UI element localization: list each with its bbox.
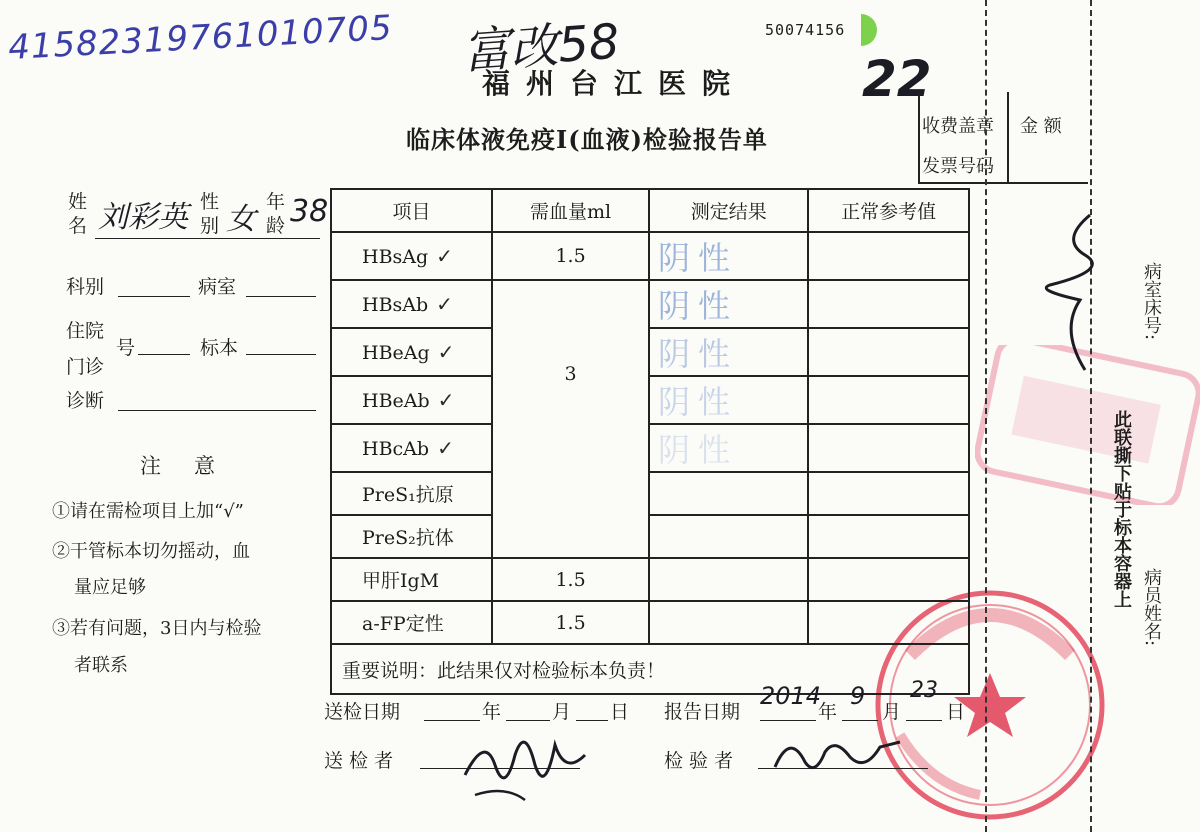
item-name: HBsAb — [362, 294, 429, 316]
note-item-3-cont: 者联系 — [74, 655, 128, 676]
table-row — [331, 472, 969, 515]
report-year-value: 2014 — [760, 682, 822, 710]
important-note: 重要说明：此结果仅对检验标本负责！ — [331, 644, 969, 694]
patient-name-value: 刘彩英 — [98, 200, 188, 235]
outpatient-label: 门诊 — [66, 356, 105, 378]
tester-label: 检 验 者 — [664, 750, 734, 772]
reference-cell — [808, 601, 969, 644]
result-cell — [649, 515, 808, 558]
check-mark-icon: ✓ — [436, 244, 453, 268]
result-cell — [649, 558, 808, 601]
reference-cell — [808, 376, 969, 424]
report-date-label: 报告日期 — [664, 701, 741, 723]
send-day-label: 日 — [610, 701, 630, 723]
note-item-3: ③若有问题，3日内与检验 — [52, 618, 262, 639]
merged-volume-cell: 3 — [492, 280, 649, 558]
item-name: HBcAb — [362, 438, 430, 460]
header-volume: 需血量ml — [492, 189, 649, 232]
report-day-label: 日 — [946, 701, 966, 723]
department-label: 科别 — [66, 276, 105, 298]
diagnosis-label: 诊断 — [66, 390, 105, 412]
header-result: 测定结果 — [649, 189, 808, 232]
send-year-label: 年 — [482, 701, 502, 723]
result-cell: 阴性 — [649, 280, 808, 328]
table-row — [331, 376, 969, 424]
reference-cell — [808, 472, 969, 515]
item-name: HBsAg — [362, 246, 429, 268]
fee-stamp-label: 收费盖章 — [922, 116, 994, 137]
side-patient-name-label: 病员姓名: — [1141, 568, 1162, 647]
item-name: PreS₂抗体 — [362, 527, 454, 549]
result-cell: 阴性 — [649, 232, 808, 280]
table-row — [331, 280, 969, 328]
tear-line-right — [1090, 0, 1092, 832]
name-label: 姓 名 — [68, 191, 88, 237]
reference-cell — [808, 280, 969, 328]
specimen-underline — [246, 354, 316, 355]
table-row — [331, 558, 969, 601]
check-mark-icon: ✓ — [437, 388, 455, 412]
green-marker-dot — [855, 12, 885, 48]
sex-value: 女 — [226, 202, 256, 237]
item-name: HBeAb — [362, 390, 430, 412]
fee-box-divider — [1007, 92, 1009, 182]
table-row — [331, 515, 969, 558]
report-year-underline — [760, 720, 816, 721]
item-name: a-FP定性 — [362, 613, 444, 635]
table-header-row — [331, 189, 969, 232]
result-cell — [649, 601, 808, 644]
send-month-label: 月 — [552, 701, 572, 723]
item-name: 甲肝IgM — [362, 570, 440, 592]
report-month-underline — [842, 720, 878, 721]
volume-cell: 1.5 — [492, 558, 649, 601]
invoice-number-label: 发票号码 — [922, 156, 994, 177]
result-cell — [649, 472, 808, 515]
sender-signature — [455, 715, 595, 810]
note-item-2: ②干管标本切勿摇动，血 — [52, 541, 250, 562]
tear-line-left — [985, 0, 987, 832]
notes-heading: 注 意 — [140, 454, 221, 478]
specimen-label: 标本 — [200, 337, 239, 359]
ward-underline — [246, 296, 316, 297]
side-instruction: 此联撕下贴于标本容器上 — [1111, 410, 1132, 608]
test-items-table — [330, 188, 970, 695]
reference-cell — [808, 558, 969, 601]
report-year-label: 年 — [818, 701, 838, 723]
reference-cell — [808, 328, 969, 376]
result-cell: 阴性 — [649, 424, 808, 472]
result-cell: 阴性 — [649, 376, 808, 424]
table-row — [331, 601, 969, 644]
amount-label: 金 额 — [1020, 116, 1062, 137]
number-underline — [138, 354, 190, 355]
volume-cell: 1.5 — [492, 601, 649, 644]
name-underline — [95, 238, 320, 239]
reference-cell — [808, 232, 969, 280]
check-mark-icon: ✓ — [436, 292, 453, 316]
inpatient-label: 住院 — [66, 320, 105, 342]
tester-signature — [770, 722, 910, 782]
reference-cell — [808, 424, 969, 472]
item-name: HBeAg — [362, 342, 430, 364]
important-note-row — [331, 644, 969, 694]
result-cell: 阴性 — [649, 328, 808, 376]
handwritten-id-number: 41582319761010705 — [7, 7, 394, 69]
table-row — [331, 424, 969, 472]
header-reference: 正常参考值 — [808, 189, 969, 232]
table-row — [331, 328, 969, 376]
volume-cell: 1.5 — [492, 232, 649, 280]
check-mark-icon: ✓ — [437, 436, 454, 460]
sex-label: 性 别 — [200, 191, 220, 237]
handwritten-room-number: 22 — [862, 50, 932, 108]
note-item-1: ①请在需检项目上加“√” — [52, 501, 244, 522]
hospital-name: 福州台江医院 — [482, 67, 747, 100]
item-name: PreS₁抗原 — [362, 484, 454, 506]
age-label: 年 龄 — [266, 191, 286, 237]
sender-label: 送 检 者 — [324, 750, 394, 772]
report-month-label: 月 — [882, 701, 902, 723]
serial-number: 50074156 — [765, 21, 846, 39]
ward-label: 病室 — [198, 276, 237, 298]
check-mark-icon: ✓ — [437, 340, 455, 364]
report-day-underline — [906, 720, 942, 721]
reference-cell — [808, 515, 969, 558]
report-day-value: 23 — [910, 678, 938, 703]
send-date-label: 送检日期 — [324, 701, 401, 723]
number-label: 号 — [116, 337, 136, 359]
note-item-2-cont: 量应足够 — [74, 577, 146, 598]
header-item: 项目 — [331, 189, 492, 232]
side-signature — [1030, 210, 1120, 380]
handwritten-top-note: 富改58 — [460, 13, 622, 81]
report-title: 临床体液免疫Ⅰ(血液)检验报告单 — [406, 125, 768, 154]
side-ward-bed-label: 病室床号: — [1141, 262, 1162, 341]
table-row — [331, 232, 969, 280]
report-month-value: 9 — [850, 682, 866, 710]
age-value: 38 — [290, 194, 329, 229]
diagnosis-underline — [118, 410, 316, 411]
department-underline — [118, 296, 190, 297]
